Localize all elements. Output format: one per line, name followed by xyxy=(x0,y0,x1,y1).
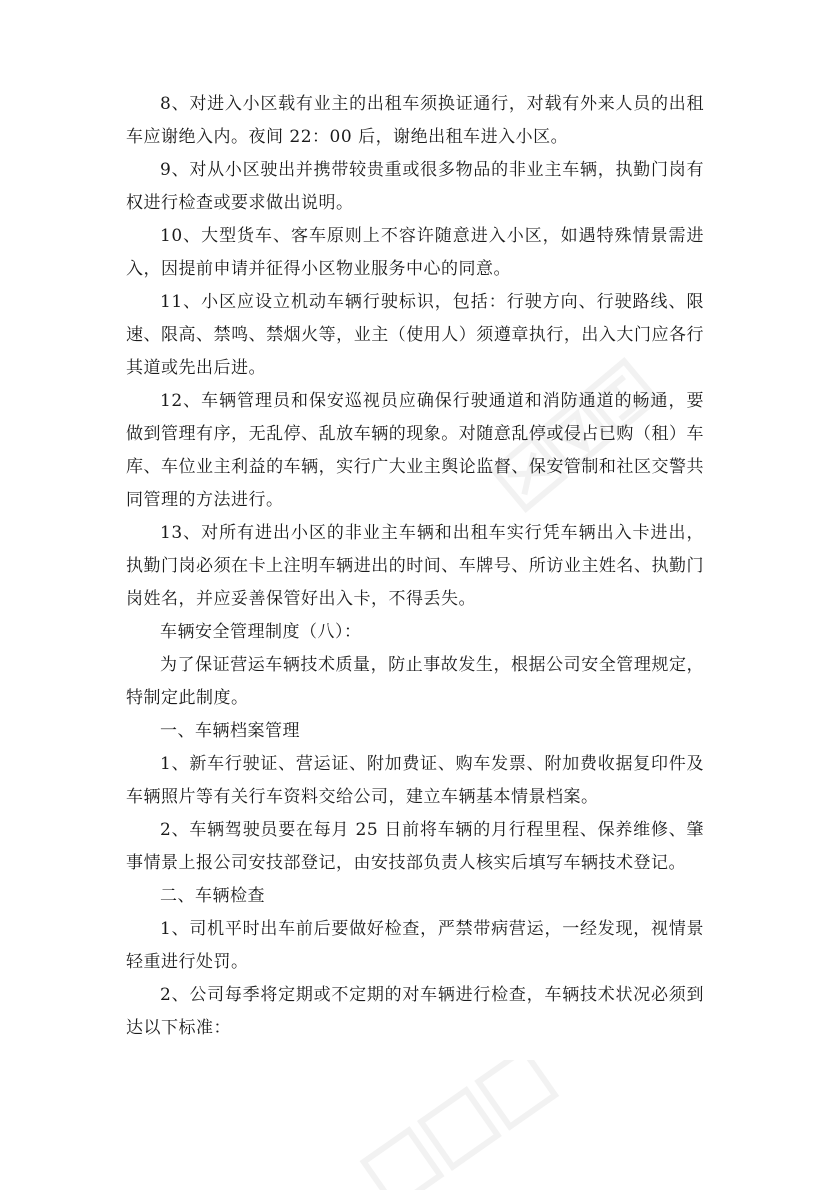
section-title-regulation-8: 车辆安全管理制度（八）： xyxy=(160,622,362,642)
paragraph-9: 9、对从小区驶出并携带较贵重或很多物品的非业主车辆，执勤门岗有权进行检查或要求做出说明。 xyxy=(126,160,704,213)
paragraph-13: 13、对所有进出小区的非业主车辆和出租车实行凭车辆出入卡进出，执勤门岗必须在卡上注明车辆进出的时间、车牌号、所访业主姓名、执勤门岗姓名，并应妥善保管好出入卡，不得丢失。 xyxy=(126,523,704,609)
paragraph-inspection-1: 1、司机平时出车前后要做好检查，严禁带病营运，一经发现，视情景轻重进行处罚。 xyxy=(126,919,704,972)
paragraph-12: 12、车辆管理员和保安巡视员应确保行驶通道和消防通道的畅通，要做到管理有序，无乱停、乱放车辆的现象。对随意乱停或侵占已购（租）车库、车位业主利益的车辆，实行广大业主舆论监督、保安管制和社区交警共同管理的方法进行。 xyxy=(126,391,704,510)
paragraph-archives-1: 1、新车行驶证、营运证、附加费证、购车发票、附加费收据复印件及车辆照片等有关行车资料交给公司，建立车辆基本情景档案。 xyxy=(126,754,704,807)
paragraph-10: 10、大型货车、客车原则上不容许随意进入小区，如遇特殊情景需进入，因提前申请并征得小区物业服务中心的同意。 xyxy=(126,226,704,279)
heading-vehicle-inspection: 二、车辆检查 xyxy=(160,886,265,906)
paragraph-archives-2: 2、车辆驾驶员要在每月 25 日前将车辆的月行程里程、保养维修、肇事情景上报公司安技部登记，由安技部负责人核实后填写车辆技术登记。 xyxy=(126,820,704,873)
paragraph-intro: 为了保证营运车辆技术质量，防止事故发生，根据公司安全管理规定，特制定此制度。 xyxy=(126,655,704,708)
paragraph-11: 11、小区应设立机动车辆行驶标识，包括：行驶方向、行驶路线、限速、限高、禁鸣、禁烟火等，业主（使用人）须遵章执行，出入大门应各行其道或先出后进。 xyxy=(126,292,704,378)
heading-vehicle-archives: 一、车辆档案管理 xyxy=(160,721,300,741)
paragraph-inspection-2: 2、公司每季将定期或不定期的对车辆进行检查，车辆技术状况必须到达以下标准： xyxy=(126,985,704,1038)
watermark-stamp-bottom xyxy=(330,1060,590,1190)
paragraph-8: 8、对进入小区载有业主的出租车须换证通行，对载有外来人员的出租车应谢绝入内。夜间 22：00 后，谢绝出租车进入小区。 xyxy=(126,94,704,147)
document-body xyxy=(126,88,704,1045)
